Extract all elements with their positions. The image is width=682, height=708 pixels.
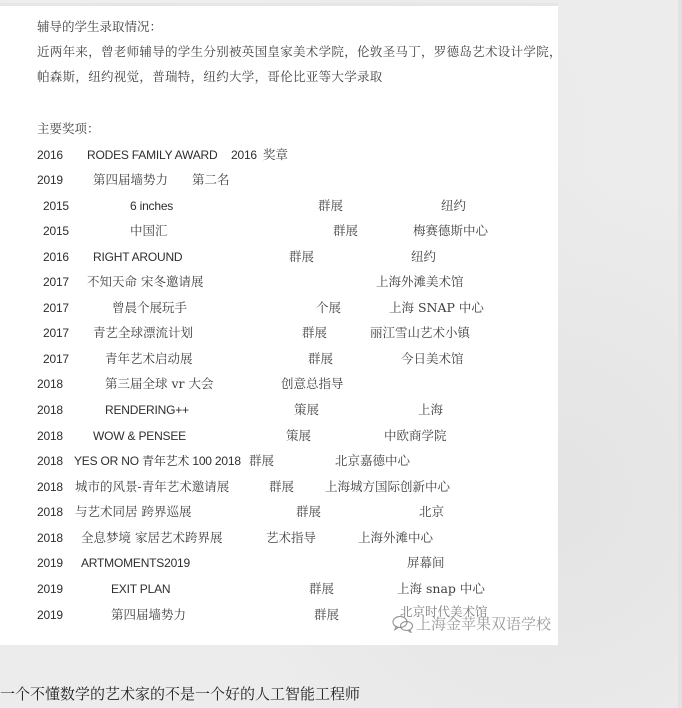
award-type: 创意总指导: [281, 376, 344, 391]
award-year: 2017: [43, 275, 69, 289]
award-title: 全息梦境 家居艺术跨界展: [81, 530, 223, 545]
award-year: 2015: [43, 199, 69, 213]
award-type: 2016: [231, 148, 257, 162]
award-year: 2019: [37, 608, 63, 622]
watermark: [392, 613, 551, 634]
award-type: 群展: [269, 479, 295, 494]
award-year: 2019: [37, 556, 63, 570]
award-place: 今日美术馆: [401, 351, 464, 366]
award-title: WOW & PENSEE: [93, 429, 186, 443]
award-year: 2018: [37, 454, 63, 468]
wechat-icon: [392, 615, 414, 633]
award-place: 上海外滩中心: [358, 530, 434, 545]
award-title: 6 inches: [130, 199, 174, 213]
award-place: 上海外滩美术馆: [376, 274, 464, 289]
award-year: 2018: [37, 403, 63, 417]
award-title: YES OR NO 青年艺术 100 2018: [74, 454, 241, 468]
award-year: 2019: [37, 582, 63, 596]
intro-paragraph-line1: 近两年来，曾老师辅导的学生分别被英国皇家美术学院，伦敦圣马丁，罗德岛艺术设计学院，: [37, 44, 562, 59]
award-year: 2019: [37, 173, 63, 187]
award-year: 2016: [43, 250, 69, 264]
award-place: 上海 SNAP 中心: [389, 300, 484, 315]
award-year: 2018: [37, 531, 63, 545]
award-title: 青艺全球漂流计划: [93, 325, 194, 340]
card-top-border: [0, 3, 558, 6]
document-image: [0, 3, 562, 645]
award-place: 纽约: [411, 249, 437, 264]
award-type: 群展: [308, 351, 334, 366]
intro-heading: 辅导的学生录取情况：: [37, 19, 163, 34]
award-title: 与艺术同居 跨界巡展: [75, 504, 192, 519]
award-type: 群展: [302, 325, 328, 340]
intro-paragraph-line2: 帕森斯，纽约视觉，普瑞特，纽约大学，哥伦比亚等大学录取: [37, 69, 383, 84]
award-type: 个展: [316, 300, 342, 315]
award-type: 艺术指导: [266, 530, 317, 545]
award-place: 中欧商学院: [384, 428, 447, 443]
award-place: 上海: [418, 402, 444, 417]
award-title: RIGHT AROUND: [93, 250, 183, 264]
award-title: 第四届墙势力: [93, 172, 169, 187]
award-place: 上海 snap 中心: [397, 581, 485, 596]
award-title: RENDERING++: [105, 403, 189, 417]
award-type: 群展: [296, 504, 322, 519]
award-place: 北京: [419, 504, 445, 519]
award-type: 群展: [318, 198, 344, 213]
award-year: 2018: [37, 480, 63, 494]
award-title: 青年艺术启动展: [105, 351, 193, 366]
award-title: RODES FAMILY AWARD: [87, 148, 218, 162]
award-year: 2016: [37, 148, 63, 162]
award-place: 梅赛德斯中心: [413, 223, 489, 238]
award-title: 第四届墙势力: [111, 607, 187, 622]
award-title: EXIT PLAN: [111, 582, 171, 596]
award-year: 2017: [43, 352, 69, 366]
award-title: 城市的风景-青年艺术邀请展: [75, 479, 230, 494]
award-type: 群展: [309, 581, 335, 596]
award-title: ARTMOMENTS2019: [81, 556, 191, 570]
award-place: 北京嘉德中心: [335, 453, 411, 468]
award-place: 屏幕间: [407, 555, 445, 570]
award-year: 2017: [43, 326, 69, 340]
award-type: 策展: [294, 402, 320, 417]
award-type: 群展: [333, 223, 359, 238]
image-caption: 一个不懂数学的艺术家的不是一个好的人工智能工程师: [0, 685, 361, 703]
background-edge: [678, 0, 682, 708]
award-title: 中国汇: [130, 223, 168, 238]
award-place: 奖章: [263, 147, 289, 162]
awards-heading: 主要奖项：: [37, 121, 100, 136]
award-type: 群展: [314, 607, 340, 622]
award-year: 2015: [43, 224, 69, 238]
award-title: 第三届全球 vr 大会: [105, 376, 214, 391]
award-year: 2017: [43, 301, 69, 315]
award-type: 群展: [249, 453, 275, 468]
award-place: 北京时代美术馆: [400, 604, 488, 619]
award-place: 丽江雪山艺术小镇: [370, 325, 471, 340]
award-type: 策展: [286, 428, 312, 443]
award-type: 群展: [289, 249, 315, 264]
watermark-text: 上海金苹果双语学校: [416, 615, 552, 633]
award-place: 上海城方国际创新中心: [325, 479, 451, 494]
award-type: 第二名: [192, 172, 230, 187]
award-year: 2018: [37, 429, 63, 443]
award-title: 曾晨个展玩手: [112, 300, 188, 315]
award-place: 纽约: [441, 198, 467, 213]
award-year: 2018: [37, 377, 63, 391]
award-year: 2018: [37, 505, 63, 519]
award-title: 不知天命 宋冬邀请展: [87, 274, 204, 289]
